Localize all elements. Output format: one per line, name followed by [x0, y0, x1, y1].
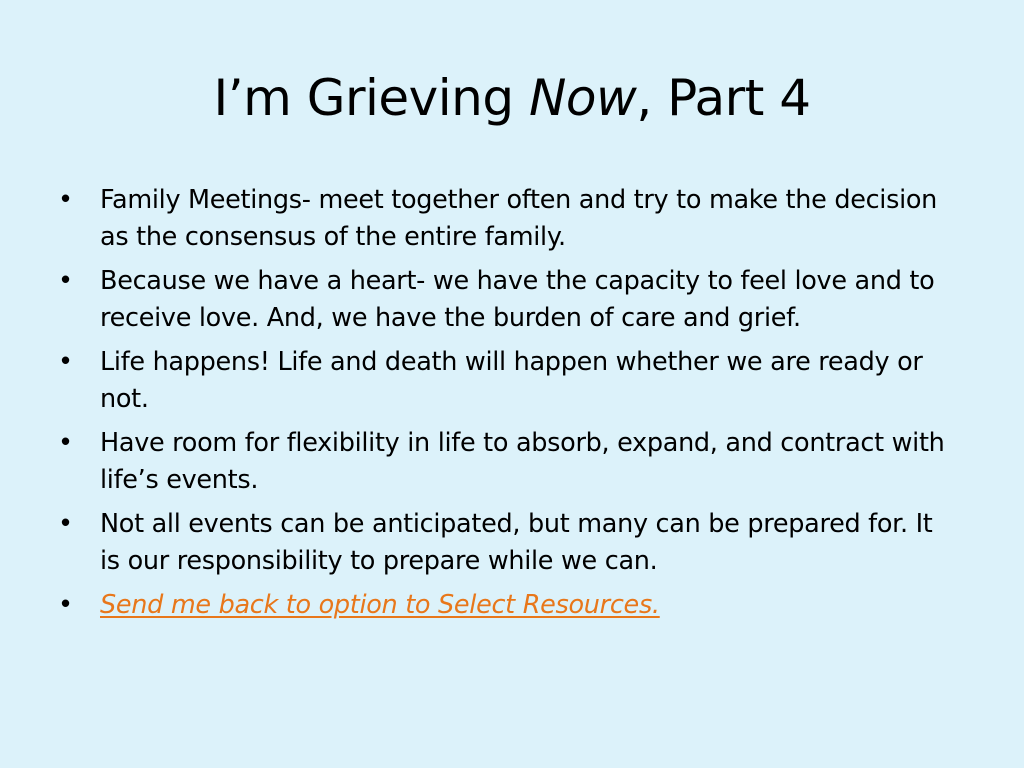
bullet-icon: •: [58, 185, 73, 215]
bullet-item-heart: [58, 263, 948, 337]
title-emphasis: Now: [528, 69, 637, 127]
bullet-text: Life happens! Life and death will happen whether we are ready or not.: [100, 347, 923, 414]
bullet-icon: •: [58, 590, 73, 620]
bullet-text: Family Meetings- meet together often and try to make the decision as the consensus of the entire family.: [100, 185, 938, 252]
bullet-icon: •: [58, 509, 73, 539]
select-resources-link[interactable]: Send me back to option to Select Resources.: [100, 590, 660, 620]
bullet-text: Have room for flexibility in life to absorb, expand, and contract with life’s events.: [100, 428, 945, 495]
bullet-text: Not all events can be anticipated, but many can be prepared for. It is our responsibility to prepare while we can.: [100, 509, 933, 576]
bullet-item-flexibility: [58, 425, 948, 499]
bullet-item-prepare: [58, 506, 948, 580]
bullet-icon: •: [58, 266, 73, 296]
title-text-start: I’m Grieving: [213, 69, 529, 127]
slide-title: [0, 62, 1024, 134]
bullet-text: Because we have a heart- we have the capacity to feel love and to receive love. And, we have the burden of care and grief.: [100, 266, 935, 333]
bullet-item-resources-link: [58, 587, 948, 624]
bullet-icon: •: [58, 347, 73, 377]
title-text-end: , Part 4: [636, 69, 811, 127]
bullet-icon: •: [58, 428, 73, 458]
bullet-list: [58, 182, 948, 631]
bullet-item-life-happens: [58, 344, 948, 418]
bullet-item-family-meetings: [58, 182, 948, 256]
